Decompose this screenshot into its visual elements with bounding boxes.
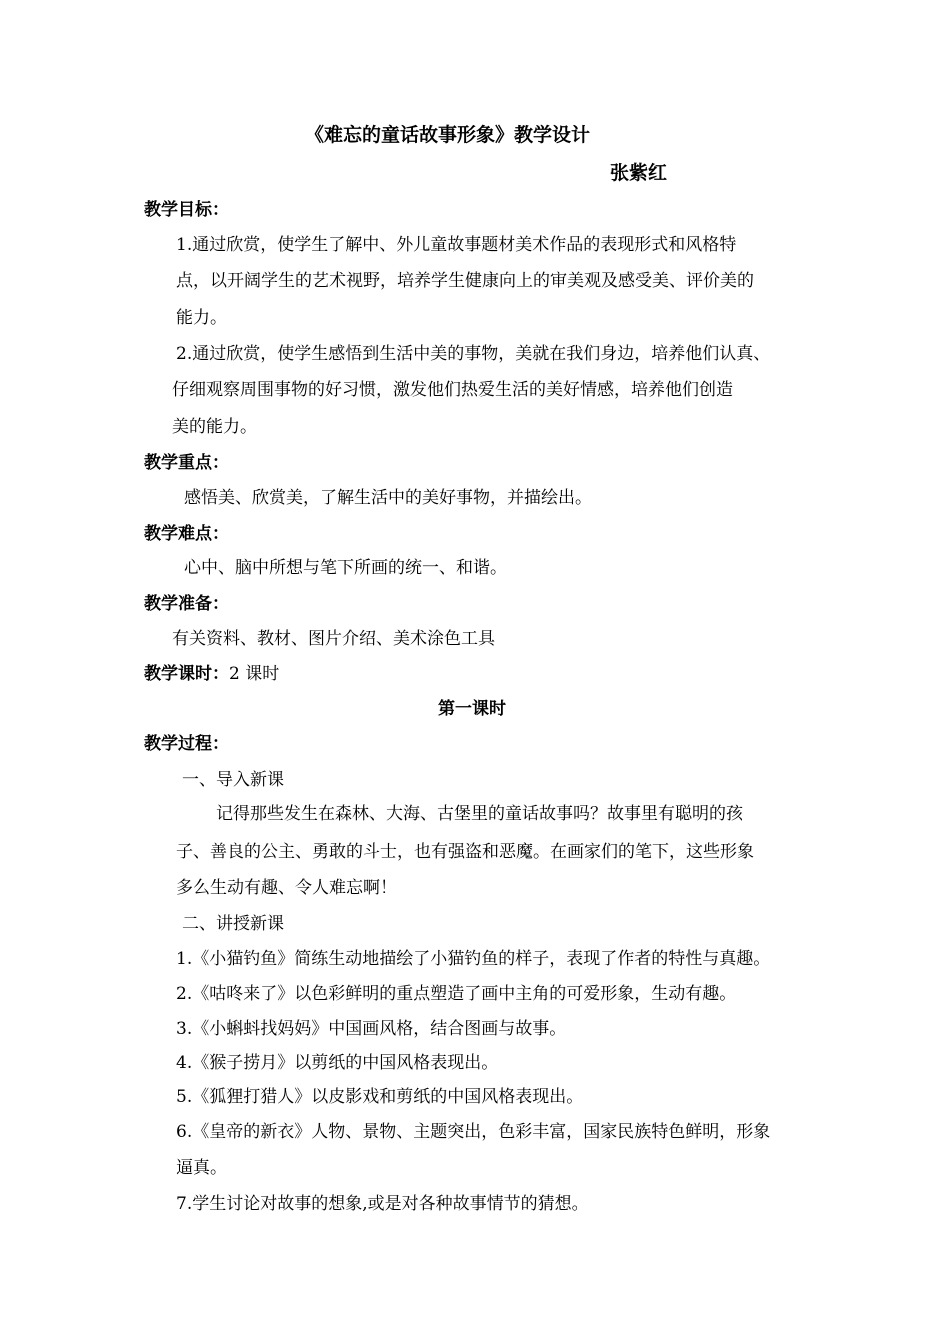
objective-2-line-3: 美的能力。 [172, 417, 257, 437]
item-7: 7.学生讨论对故事的想象,或是对各种故事情节的猜想。 [176, 1194, 589, 1214]
item-6-line-1: 6.《皇帝的新衣》人物、景物、主题突出，色彩丰富，国家民族特色鲜明，形象 [176, 1122, 771, 1142]
item-6-line-2: 逼真。 [176, 1158, 227, 1178]
objective-2-line-2: 仔细观察周围事物的好习惯，激发他们热爱生活的美好情感，培养他们创造 [172, 380, 733, 400]
difficulty-text: 心中、脑中所想与笔下所画的统一、和谐。 [184, 558, 507, 578]
document-author: 张紫红 [610, 162, 668, 184]
objectives-heading: 教学目标： [144, 200, 229, 220]
section-1-line-2: 子、善良的公主、勇敢的斗士，也有强盗和恶魔。在画家们的笔下，这些形象 [176, 842, 754, 862]
difficulty-heading: 教学难点： [144, 524, 229, 544]
keypoint-heading: 教学重点： [144, 453, 229, 473]
objective-2-line-1: 2.通过欣赏，使学生感悟到生活中美的事物，美就在我们身边，培养他们认真、 [176, 344, 771, 364]
item-4: 4.《猴子捞月》以剪纸的中国风格表现出。 [176, 1053, 499, 1073]
item-2: 2.《咕咚来了》以色彩鲜明的重点塑造了画中主角的可爱形象，生动有趣。 [176, 984, 737, 1004]
section-2-heading: 二、讲授新课 [182, 914, 284, 934]
objective-1-line-2: 点，以开阔学生的艺术视野，培养学生健康向上的审美观及感受美、评价美的 [176, 271, 754, 291]
preparation-text: 有关资料、教材、图片介绍、美术涂色工具 [172, 629, 495, 649]
process-heading: 教学过程： [144, 734, 229, 754]
item-3: 3.《小蝌蚪找妈妈》中国画风格，结合图画与故事。 [176, 1019, 567, 1039]
item-5: 5.《狐狸打猎人》以皮影戏和剪纸的中国风格表现出。 [176, 1087, 584, 1107]
preparation-heading: 教学准备： [144, 594, 229, 614]
hours-heading: 教学课时： [144, 664, 229, 684]
section-1-line-1: 记得那些发生在森林、大海、古堡里的童话故事吗？故事里有聪明的孩 [216, 804, 743, 824]
section-1-line-3: 多么生动有趣、令人难忘啊！ [176, 878, 397, 898]
hours-line [144, 663, 279, 685]
lesson-heading: 第一课时 [438, 699, 506, 719]
keypoint-text: 感悟美、欣赏美，了解生活中的美好事物，并描绘出。 [184, 488, 592, 508]
objective-1-line-1: 1.通过欣赏，使学生了解中、外儿童故事题材美术作品的表现形式和风格特 [176, 235, 737, 255]
objective-1-line-3: 能力。 [176, 308, 227, 328]
item-1: 1.《小猫钓鱼》简练生动地描绘了小猫钓鱼的样子，表现了作者的特性与真趣。 [176, 949, 771, 969]
hours-text: 2 课时 [229, 664, 280, 684]
section-1-heading: 一、导入新课 [182, 770, 284, 790]
document-title: 《难忘的童话故事形象》教学设计 [305, 124, 591, 146]
